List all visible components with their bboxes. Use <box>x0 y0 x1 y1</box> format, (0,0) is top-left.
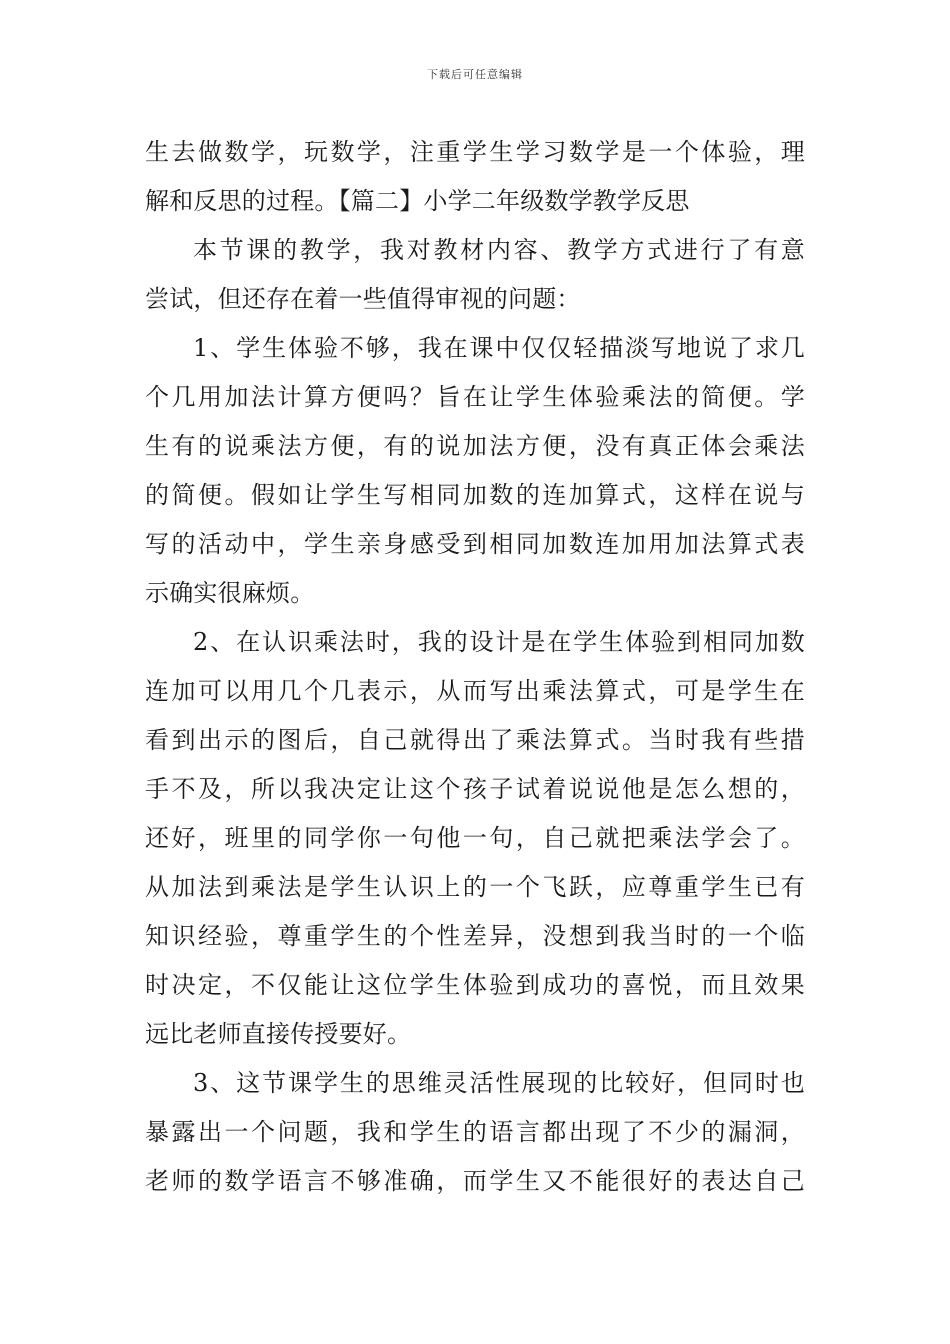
text-line: 老师的数学语言不够准确，而学生又不能很好的表达自己 <box>145 1167 805 1195</box>
text-line: 写的活动中，学生亲身感受到相同加数连加用加法算式表 <box>145 530 805 558</box>
text-line: 看到出示的图后，自己就得出了乘法算式。当时我有些措 <box>145 726 805 754</box>
page-header-note: 下载后可任意编辑 <box>427 68 523 81</box>
text-line: 知识经验，尊重学生的个性差异，没想到我当时的一个临 <box>145 922 805 950</box>
text-line: 还好，班里的同学你一句他一句，自己就把乘法学会了。 <box>145 824 805 852</box>
text-line: 从加法到乘法是学生认识上的一个飞跃，应尊重学生已有 <box>145 873 805 901</box>
document-body <box>145 128 805 1206</box>
text-line: 的简便。假如让学生写相同加数的连加算式，这样在说与 <box>145 481 805 509</box>
text-line: 尝试，但还存在着一些值得审视的问题： <box>145 285 581 313</box>
text-line: 示确实很麻烦。 <box>145 579 315 607</box>
text-line: 本节课的教学，我对教材内容、教学方式进行了有意 <box>193 236 805 264</box>
text-line: 暴露出一个问题，我和学生的语言都出现了不少的漏洞， <box>145 1118 805 1146</box>
text-line: 个几用加法计算方便吗？旨在让学生体验乘法的简便。学 <box>145 383 805 411</box>
text-line: 2、在认识乘法时，我的设计是在学生体验到相同加数 <box>193 628 805 656</box>
text-line: 时决定，不仅能让这位学生体验到成功的喜悦，而且效果 <box>145 971 805 999</box>
text-line: 生有的说乘法方便，有的说加法方便，没有真正体会乘法 <box>145 432 805 460</box>
text-line: 解和反思的过程。【篇二】小学二年级数学教学反思 <box>145 187 690 215</box>
text-line: 远比老师直接传授要好。 <box>145 1020 412 1048</box>
text-line: 3、这节课学生的思维灵活性展现的比较好，但同时也 <box>193 1069 805 1097</box>
text-line: 生去做数学，玩数学，注重学生学习数学是一个体验，理 <box>145 138 805 166</box>
text-line: 手不及，所以我决定让这个孩子试着说说他是怎么想的， <box>145 775 805 803</box>
text-line: 1、学生体验不够，我在课中仅仅轻描淡写地说了求几 <box>193 334 805 362</box>
text-line: 连加可以用几个几表示，从而写出乘法算式，可是学生在 <box>145 677 805 705</box>
